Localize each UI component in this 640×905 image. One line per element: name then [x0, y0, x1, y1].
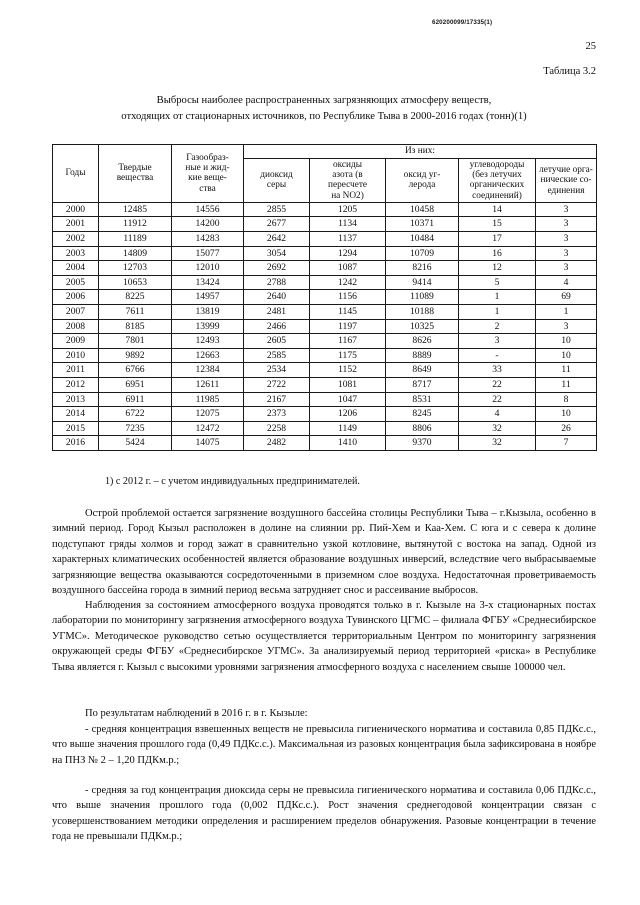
table-label: Таблица 3.2 [543, 66, 596, 77]
table-cell-value: 12 [459, 261, 536, 276]
column-header-nitrogen-oxides-line-4: на NO2) [331, 190, 364, 201]
table-cell-value: 2481 [244, 304, 310, 319]
table-row [53, 261, 597, 276]
table-cell-value: 2585 [244, 348, 310, 363]
table-cell-value: 11 [536, 377, 597, 392]
table-cell-value: 14809 [99, 246, 172, 261]
table-cell-value: 15 [459, 217, 536, 232]
column-header-group-of-which: Из них: [244, 145, 597, 159]
table-cell-value: 32 [459, 421, 536, 436]
table-cell-value: 12663 [172, 348, 244, 363]
table-row [53, 290, 597, 305]
emissions-table [52, 144, 597, 451]
table-footnote: 1) с 2012 г. – с учетом индивидуальных предпринимателей. [105, 476, 360, 487]
table-cell-value: 1242 [310, 275, 386, 290]
column-header-hydrocarbons-line-2: (без летучих [472, 170, 522, 181]
table-row [53, 421, 597, 436]
table-cell-value: 12010 [172, 261, 244, 276]
table-cell-value: 12493 [172, 334, 244, 349]
paragraph-text: Острой проблемой остается загрязнение воздушного бассейна столицы Республики Тыва – г.Кызыла, особенно в зимний период. Город Кызыл расположен в долине на слиянии рр. Пий-Хем и Каа-Хем. С юга и с севера к долине подступают гряды холмов и город зажат в сравнительно узкой котловине, вытянутой с востока на запад. Одной из характерных климатических особенностей является образование воздушных инверсий, вследствие чего выбрасываемые загрязняющие вещества оказываются сосредоточенными в приземном слое воздуха. Недостаточная проветриваемость воздушного бассейна города в зимний период весьма затрудняет снос и рассеивание выбросов. [52, 508, 596, 597]
table-cell-value: 6951 [99, 377, 172, 392]
paragraph-air-pollution-kyzyl [52, 506, 596, 598]
column-header-solid-line-1: Твердые [118, 163, 152, 174]
table-cell-value: 11985 [172, 392, 244, 407]
table-cell-value: 9414 [386, 275, 459, 290]
table-cell-value: 1145 [310, 304, 386, 319]
table-cell-value: 14075 [172, 436, 244, 451]
table-row [53, 334, 597, 349]
column-header-gas-liquid-line-3: кие веще- [188, 173, 227, 184]
table-cell-value: 22 [459, 377, 536, 392]
table-cell-year: 2014 [53, 407, 99, 422]
table-title-line-2: отходящих от стационарных источников, по Республике Тыва в 2000-2016 годах (тонн)(1) [121, 110, 527, 122]
table-cell-value: 1149 [310, 421, 386, 436]
table-cell-value: 8185 [99, 319, 172, 334]
table-cell-value: 11912 [99, 217, 172, 232]
table-cell-value: 10 [536, 348, 597, 363]
column-header-hydrocarbons-line-1: углеводороды [469, 160, 525, 170]
table-cell-value: 1197 [310, 319, 386, 334]
table-cell-value: - [459, 348, 536, 363]
table-cell-value: 9892 [99, 348, 172, 363]
table-cell-year: 2008 [53, 319, 99, 334]
column-header-sulfur-dioxide-line-1: диоксид [260, 170, 293, 181]
table-header [53, 145, 597, 203]
table-row [53, 436, 597, 451]
table-cell-value: 10 [536, 334, 597, 349]
column-header-gas-liquid-line-4: ства [199, 183, 216, 194]
table-cell-value: 8 [536, 392, 597, 407]
table-row [53, 348, 597, 363]
table-row [53, 246, 597, 261]
table-cell-value: 2692 [244, 261, 310, 276]
emissions-table-wrapper [52, 144, 596, 451]
table-cell-value: 2482 [244, 436, 310, 451]
table-cell-year: 2009 [53, 334, 99, 349]
table-cell-value: 2722 [244, 377, 310, 392]
column-header-years [53, 145, 99, 203]
table-cell-value: 1167 [310, 334, 386, 349]
table-cell-year: 2010 [53, 348, 99, 363]
column-header-voc-line-2: нические со- [540, 175, 592, 186]
table-cell-year: 2016 [53, 436, 99, 451]
table-row [53, 232, 597, 247]
table-cell-year: 2013 [53, 392, 99, 407]
table-cell-value: 14200 [172, 217, 244, 232]
table-cell-value: 10653 [99, 275, 172, 290]
table-cell-value: 14283 [172, 232, 244, 247]
column-header-solid [99, 145, 172, 203]
table-cell-year: 2012 [53, 377, 99, 392]
table-cell-year: 2006 [53, 290, 99, 305]
table-cell-year: 2001 [53, 217, 99, 232]
table-cell-value: 1410 [310, 436, 386, 451]
table-cell-value: 26 [536, 421, 597, 436]
column-header-hydrocarbons [459, 159, 536, 203]
table-cell-value: 1134 [310, 217, 386, 232]
table-row [53, 217, 597, 232]
table-cell-value: 1 [536, 304, 597, 319]
table-cell-value: 69 [536, 290, 597, 305]
table-cell-value: 2373 [244, 407, 310, 422]
document-code: 620200099/17335(1) [432, 19, 493, 26]
table-cell-value: 1 [459, 304, 536, 319]
table-cell-value: 13424 [172, 275, 244, 290]
column-header-hydrocarbons-line-3: органических [469, 180, 525, 191]
table-cell-value: 10484 [386, 232, 459, 247]
table-header-group-row [53, 145, 597, 159]
table-cell-value: 10 [536, 407, 597, 422]
table-cell-value: 5424 [99, 436, 172, 451]
page-number: 25 [585, 41, 596, 52]
table-cell-value: 10458 [386, 202, 459, 217]
table-cell-value: 2605 [244, 334, 310, 349]
table-cell-value: 1 [459, 290, 536, 305]
table-cell-value: 7 [536, 436, 597, 451]
table-cell-value: 1175 [310, 348, 386, 363]
table-row [53, 304, 597, 319]
table-cell-year: 2011 [53, 363, 99, 378]
table-body [53, 202, 597, 450]
table-cell-value: 3 [536, 232, 597, 247]
column-header-carbon-monoxide-line-1: оксид уг- [403, 170, 441, 181]
paragraph-text: По результатам наблюдений в 2016 г. в г. Кызыле: [85, 708, 308, 719]
column-header-voc-line-1: летучие орга- [539, 165, 593, 176]
table-cell-value: 1205 [310, 202, 386, 217]
table-cell-value: 2258 [244, 421, 310, 436]
table-cell-value: 11089 [386, 290, 459, 305]
table-cell-value: 11 [536, 363, 597, 378]
table-cell-value: 2640 [244, 290, 310, 305]
column-header-nitrogen-oxides-line-2: азота (в [332, 170, 363, 181]
table-title [52, 93, 596, 124]
column-header-gas-liquid [172, 145, 244, 203]
table-cell-value: 33 [459, 363, 536, 378]
column-header-nitrogen-oxides-line-1: оксиды [332, 160, 362, 170]
table-row [53, 377, 597, 392]
table-cell-value: 2855 [244, 202, 310, 217]
table-cell-value: 2788 [244, 275, 310, 290]
table-cell-value: 16 [459, 246, 536, 261]
paragraph-sulfur-dioxide [52, 783, 596, 845]
table-cell-value: 2534 [244, 363, 310, 378]
table-cell-value: 8531 [386, 392, 459, 407]
column-header-nitrogen-oxides-line-3: пересчете [327, 180, 368, 191]
table-cell-value: 3 [459, 334, 536, 349]
table-cell-value: 10709 [386, 246, 459, 261]
table-cell-value: 2466 [244, 319, 310, 334]
table-cell-value: 17 [459, 232, 536, 247]
table-cell-value: 12075 [172, 407, 244, 422]
table-cell-value: 3054 [244, 246, 310, 261]
table-cell-value: 8216 [386, 261, 459, 276]
column-header-hydrocarbons-line-4: соединений) [472, 190, 522, 201]
table-cell-value: 14 [459, 202, 536, 217]
table-cell-value: 12472 [172, 421, 244, 436]
table-cell-value: 11189 [99, 232, 172, 247]
table-cell-value: 3 [536, 217, 597, 232]
table-cell-value: 8626 [386, 334, 459, 349]
table-cell-value: 2 [459, 319, 536, 334]
table-cell-value: 1156 [310, 290, 386, 305]
table-cell-value: 6911 [99, 392, 172, 407]
table-cell-value: 22 [459, 392, 536, 407]
table-cell-value: 1081 [310, 377, 386, 392]
table-cell-value: 7801 [99, 334, 172, 349]
table-cell-year: 2004 [53, 261, 99, 276]
table-cell-year: 2003 [53, 246, 99, 261]
table-cell-value: 3 [536, 261, 597, 276]
table-cell-value: 14957 [172, 290, 244, 305]
paragraph-observations-intro [52, 706, 596, 721]
table-cell-value: 4 [536, 275, 597, 290]
table-title-line-1: Выбросы наиболее распространенных загрязняющих атмосферу веществ, [156, 95, 492, 106]
column-header-voc [536, 159, 597, 203]
paragraph-text: Наблюдения за состоянием атмосферного воздуха проводятся только в г. Кызыле на 3-х стационарных постах лаборатории по мониторингу загрязнения атмосферного воздуха Тувинского ЦГМС – филиала ФГБУ «Среднесибирское УГМС». Методическое руководство сетью осуществляется территориальным Центром по мониторингу загрязнения окружающей среды ФГБУ «Среднесибирское УГМС». За анализируемый период территорией «риска» в Республике Тыва является г. Кызыл с высокими уровнями загрязнения атмосферного воздуха с населением свыше 100000 чел. [52, 600, 596, 673]
table-cell-value: 1206 [310, 407, 386, 422]
table-row [53, 407, 597, 422]
table-cell-value: 12703 [99, 261, 172, 276]
table-cell-value: 8717 [386, 377, 459, 392]
table-cell-value: 7611 [99, 304, 172, 319]
paragraph-monitoring-stations [52, 598, 596, 675]
table-cell-value: 2167 [244, 392, 310, 407]
table-cell-value: 3 [536, 319, 597, 334]
table-cell-value: 8225 [99, 290, 172, 305]
table-cell-year: 2000 [53, 202, 99, 217]
table-cell-value: 8806 [386, 421, 459, 436]
column-header-carbon-monoxide-line-2: лерода [408, 180, 436, 191]
column-header-sulfur-dioxide [244, 159, 310, 203]
column-header-voc-line-3: единения [547, 185, 585, 196]
table-cell-value: 6766 [99, 363, 172, 378]
table-cell-value: 7235 [99, 421, 172, 436]
table-cell-value: 4 [459, 407, 536, 422]
table-cell-year: 2002 [53, 232, 99, 247]
table-cell-value: 13819 [172, 304, 244, 319]
table-cell-value: 1087 [310, 261, 386, 276]
table-cell-value: 10325 [386, 319, 459, 334]
table-cell-value: 6722 [99, 407, 172, 422]
table-cell-year: 2015 [53, 421, 99, 436]
table-cell-value: 12384 [172, 363, 244, 378]
table-row [53, 392, 597, 407]
table-cell-value: 10188 [386, 304, 459, 319]
table-cell-value: 1152 [310, 363, 386, 378]
table-row [53, 202, 597, 217]
paragraph-text: - средняя концентрация взвешенных веществ не превысила гигиенического норматива и составила 0,85 ПДКс.с., что выше значения прошлого года (0,49 ПДКс.с.). Максимальная из разовых концентрация была зафиксирована в ноябре на ПНЗ № 2 – 1,20 ПДКм.р.; [52, 724, 596, 766]
table-cell-value: 15077 [172, 246, 244, 261]
table-cell-value: 1047 [310, 392, 386, 407]
table-cell-value: 8889 [386, 348, 459, 363]
table-cell-value: 3 [536, 202, 597, 217]
table-cell-value: 2677 [244, 217, 310, 232]
paragraph-text: - средняя за год концентрация диоксида серы не превысила гигиенического норматива и составила 0,06 ПДКс.с., что выше значения прошлого года (0,002 ПДКс.с.). Рост значения среднегодовой концентрации связан с усовершенствованием методики определения и расширением пределов обнаружения. Разовые концентрации в течение года не превышали ПДКм.р.; [52, 785, 596, 843]
table-cell-value: 12611 [172, 377, 244, 392]
table-row [53, 319, 597, 334]
paragraph-suspended-particles [52, 722, 596, 768]
table-cell-value: 12485 [99, 202, 172, 217]
table-cell-value: 14556 [172, 202, 244, 217]
column-header-carbon-monoxide [386, 159, 459, 203]
table-cell-value: 2642 [244, 232, 310, 247]
table-cell-value: 8245 [386, 407, 459, 422]
table-cell-value: 9370 [386, 436, 459, 451]
column-header-nitrogen-oxides [310, 159, 386, 203]
table-cell-value: 5 [459, 275, 536, 290]
table-cell-value: 1294 [310, 246, 386, 261]
table-row [53, 275, 597, 290]
table-cell-year: 2007 [53, 304, 99, 319]
column-header-solid-line-2: вещества [116, 173, 154, 184]
table-cell-value: 13999 [172, 319, 244, 334]
table-cell-value: 8649 [386, 363, 459, 378]
table-cell-year: 2005 [53, 275, 99, 290]
table-cell-value: 10371 [386, 217, 459, 232]
column-header-gas-liquid-line-1: Газообраз- [186, 153, 229, 163]
column-header-years-line-1: Годы [65, 168, 86, 179]
table-cell-value: 1137 [310, 232, 386, 247]
column-header-gas-liquid-line-2: ные и жид- [185, 163, 230, 174]
table-row [53, 363, 597, 378]
table-cell-value: 3 [536, 246, 597, 261]
column-header-sulfur-dioxide-line-2: серы [266, 180, 287, 191]
table-cell-value: 32 [459, 436, 536, 451]
